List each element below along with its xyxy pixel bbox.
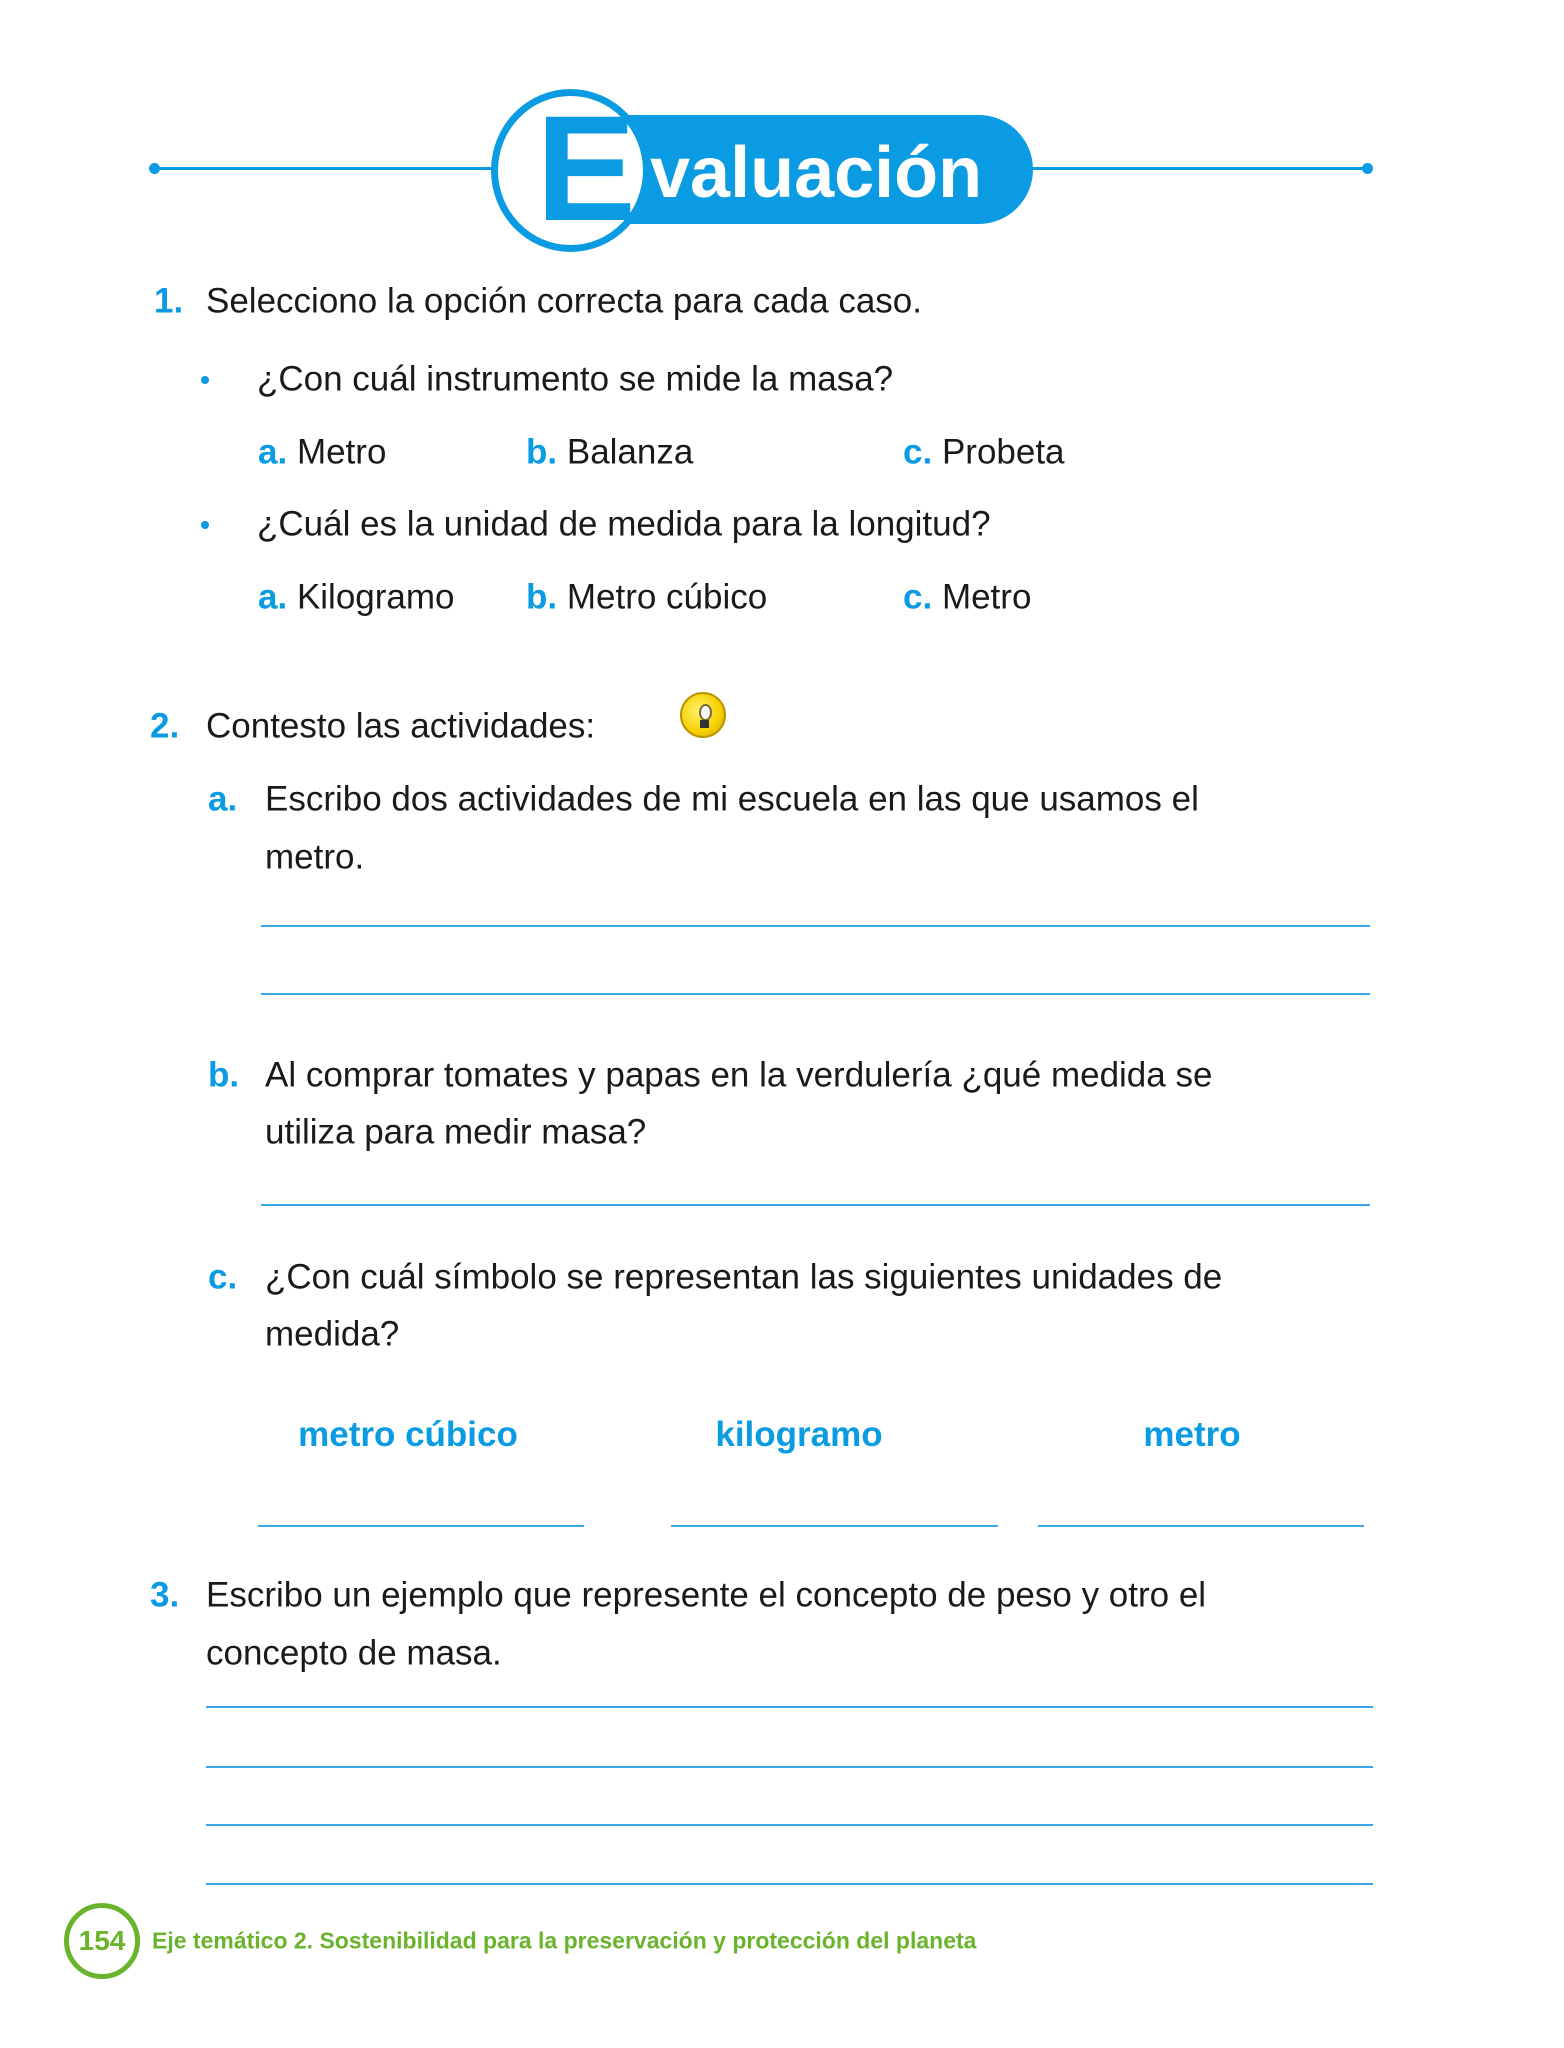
rule-dot-right xyxy=(1362,163,1373,174)
q3-number: 3. xyxy=(150,1575,180,1615)
q1-prompt: Selecciono la opción correcta para cada caso. xyxy=(206,281,922,321)
symbol-answer-line[interactable] xyxy=(671,1525,998,1527)
option-text: Balanza xyxy=(566,432,694,472)
unit-label-kilogramo: kilogramo xyxy=(715,1415,883,1454)
q1-number: 1. xyxy=(154,281,184,321)
option-text: Kilogramo xyxy=(296,577,455,617)
symbol-answer-line[interactable] xyxy=(258,1525,584,1527)
option-letter: c. xyxy=(903,432,933,472)
answer-line[interactable] xyxy=(261,993,1370,995)
q2-number: 2. xyxy=(150,706,180,746)
page-number: 154 xyxy=(78,1925,126,1956)
q1-item2-option-b[interactable] xyxy=(526,577,768,617)
answer-line[interactable] xyxy=(206,1883,1373,1885)
footer-text: Eje temático 2. Sostenibilidad para la preservación y protección del planeta xyxy=(152,1927,977,1954)
option-letter: b. xyxy=(526,577,558,617)
bullet xyxy=(201,521,209,529)
q2b-text-line2: utiliza para medir masa? xyxy=(265,1112,647,1152)
lightbulb-icon xyxy=(680,692,726,738)
q3-text-line1: Escribo un ejemplo que represente el concepto de peso y otro el xyxy=(206,1575,1207,1615)
q1-item2-option-c[interactable] xyxy=(903,577,1032,617)
q2b-letter: b. xyxy=(208,1055,240,1095)
q2a-letter: a. xyxy=(208,779,238,819)
answer-line[interactable] xyxy=(206,1766,1373,1768)
unit-label-metro-cubico: metro cúbico xyxy=(298,1415,518,1454)
unit-label-metro: metro xyxy=(1143,1415,1241,1454)
q1-item1-option-c[interactable] xyxy=(903,432,1065,472)
option-letter: b. xyxy=(526,432,558,472)
answer-line[interactable] xyxy=(206,1706,1373,1708)
answer-line[interactable] xyxy=(261,925,1370,927)
option-text: Probeta xyxy=(941,432,1065,472)
q3-text-line2: concepto de masa. xyxy=(206,1633,502,1673)
symbol-answer-line[interactable] xyxy=(1038,1525,1364,1527)
q2c-text-line1: ¿Con cuál símbolo se representan las siguientes unidades de xyxy=(265,1257,1223,1297)
q2-prompt: Contesto las actividades: xyxy=(206,706,596,746)
page-title: valuación xyxy=(650,133,983,213)
q1-item1-option-a[interactable] xyxy=(258,432,387,472)
q2c-text-line2: medida? xyxy=(265,1314,400,1354)
page-number-badge xyxy=(64,1903,140,1979)
q2c-letter: c. xyxy=(208,1257,238,1297)
answer-line[interactable] xyxy=(261,1204,1370,1206)
option-letter: a. xyxy=(258,432,288,472)
answer-line[interactable] xyxy=(206,1824,1373,1826)
q1-item2-question: ¿Cuál es la unidad de medida para la longitud? xyxy=(257,504,991,544)
q2b-text-line1: Al comprar tomates y papas en la verdulería ¿qué medida se xyxy=(265,1055,1213,1095)
option-text: Metro xyxy=(941,577,1032,617)
option-text: Metro xyxy=(296,432,387,472)
rule-dot-left xyxy=(149,163,160,174)
q1-item2-option-a[interactable] xyxy=(258,577,455,617)
q2a-text-line1: Escribo dos actividades de mi escuela en las que usamos el xyxy=(265,779,1199,819)
option-letter: c. xyxy=(903,577,933,617)
option-letter: a. xyxy=(258,577,288,617)
option-text: Metro cúbico xyxy=(566,577,768,617)
bullet xyxy=(201,376,209,384)
title-initial: E xyxy=(536,84,637,252)
q1-item1-option-b[interactable] xyxy=(526,432,694,472)
q1-item1-question: ¿Con cuál instrumento se mide la masa? xyxy=(257,359,894,399)
q2a-text-line2: metro. xyxy=(265,837,365,877)
